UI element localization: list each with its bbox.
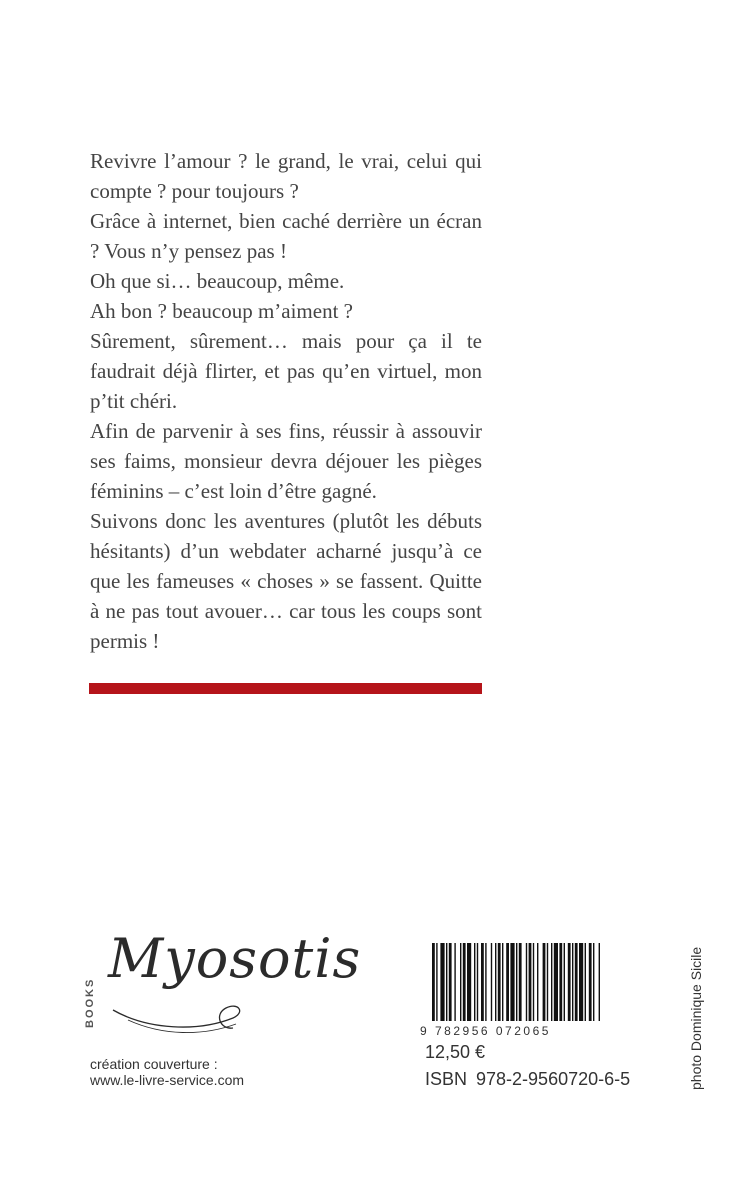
blurb-paragraph-5: Sûrement, sûrement… mais pour ça il te faudrait déjà flirter, et pas qu’en virtuel, mon p’tit chéri. bbox=[90, 329, 482, 413]
photo-credit: photo Dominique Sicile bbox=[688, 946, 704, 1090]
back-cover-blurb bbox=[90, 146, 482, 656]
cover-credit-label: création couverture : bbox=[90, 1056, 218, 1072]
blurb-paragraph-2: Grâce à internet, bien caché derrière un écran ? Vous n’y pensez pas ! bbox=[90, 209, 482, 263]
blurb-paragraph-4: Ah bon ? beaucoup m’aiment ? bbox=[90, 299, 353, 323]
isbn-label: ISBN 978-2-9560720-6-5 bbox=[425, 1069, 631, 1089]
blurb-paragraph-3: Oh que si… beaucoup, même. bbox=[90, 269, 345, 293]
logo-flourish-icon bbox=[108, 990, 248, 1040]
cover-credit-url: www.le-livre-service.com bbox=[90, 1072, 245, 1088]
blurb-paragraph-7: Suivons donc les aventures (plutôt les débuts hésitants) d’un webdater acharné jusqu’à ce que les fameuses « choses » se fassent. Quitte à ne pas tout avouer… car tous les coups sont permis ! bbox=[90, 509, 482, 653]
publisher-logo-text: Myosotis bbox=[108, 927, 362, 990]
publisher-imprint-label: BOOKS bbox=[84, 977, 96, 1028]
price-label: 12,50 € bbox=[425, 1042, 486, 1062]
barcode-digits: 9 782956 072065 bbox=[420, 1024, 551, 1038]
blurb-paragraph-6: Afin de parvenir à ses fins, réussir à assouvir ses faims, monsieur devra déjouer les pièges féminins – c’est loin d’être gagné. bbox=[90, 419, 482, 503]
blurb-paragraph-1: Revivre l’amour ? le grand, le vrai, celui qui compte ? pour toujours ? bbox=[90, 149, 482, 203]
cover-design-credit bbox=[90, 1056, 244, 1088]
red-divider-bar bbox=[89, 683, 482, 694]
